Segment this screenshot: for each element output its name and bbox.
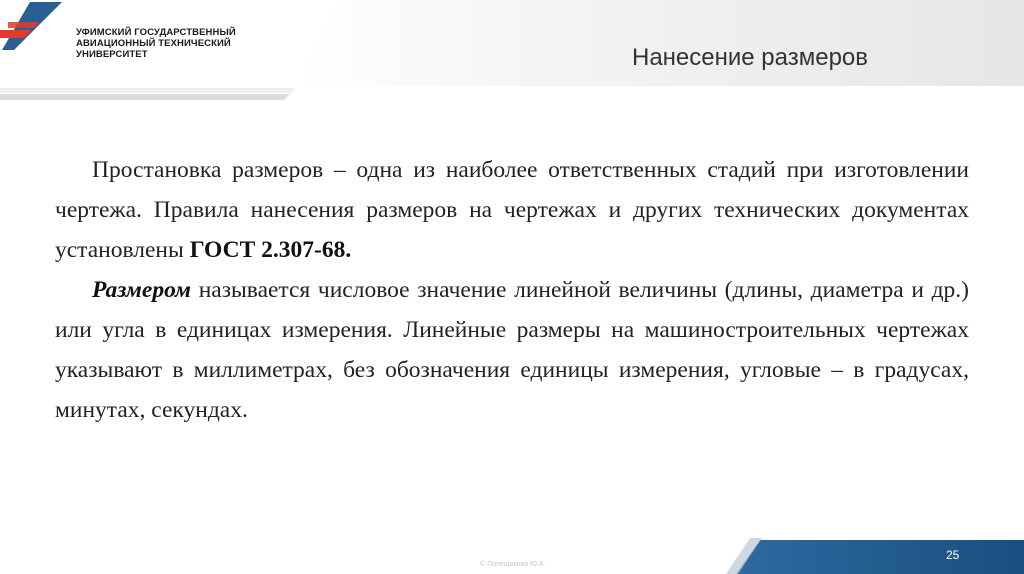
university-logo — [0, 0, 62, 52]
paragraph-1 — [55, 150, 969, 270]
slide-body — [55, 150, 969, 430]
paragraph-1-text: Простановка размеров – одна из наиболее ответственных стадий при изготовлении чертежа. Правила нанесения размеров на чертежах и других технических документах установлены — [55, 157, 969, 263]
slide-header — [0, 0, 1024, 100]
university-name-line-2: АВИАЦИОННЫЙ ТЕХНИЧЕСКИЙ — [76, 38, 231, 49]
university-name-line-1: УФИМСКИЙ ГОСУДАРСТВЕННЫЙ — [76, 27, 236, 38]
gost-reference: ГОСТ 2.307-68. — [189, 237, 352, 263]
paragraph-2 — [55, 270, 969, 430]
definition-term: Размером — [92, 277, 192, 303]
page-number: 25 — [946, 548, 960, 562]
copyright-watermark: © Полещикова Ю.А. — [480, 561, 546, 568]
slide-title: Нанесение размеров — [631, 44, 869, 71]
paragraph-2-text: называется числовое значение линейной величины (длины, диаметра и др.) или угла в единицах измерения. Линейные размеры на машиностроительных чертежах указывают в миллиметрах, без обозначения единицы измерения, угловые – в градусах, минутах, секундах. — [55, 277, 969, 423]
university-name-line-3: УНИВЕРСИТЕТ — [76, 49, 148, 60]
university-name — [76, 27, 236, 60]
